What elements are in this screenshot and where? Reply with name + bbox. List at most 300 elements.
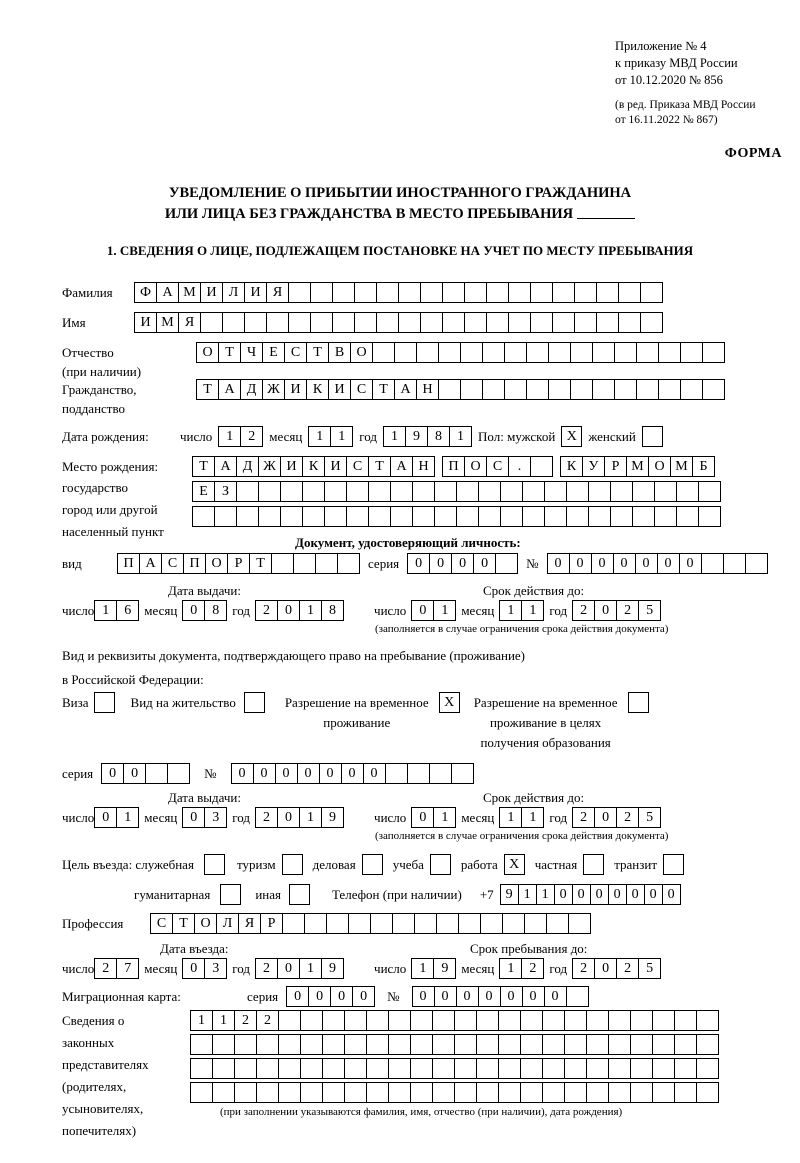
cell[interactable]: 1 <box>190 1010 213 1031</box>
cell[interactable] <box>344 1034 367 1055</box>
cell[interactable] <box>526 379 549 400</box>
cell[interactable]: Т <box>372 379 395 400</box>
cell[interactable]: С <box>161 553 184 574</box>
cell[interactable] <box>212 1082 235 1103</box>
cell[interactable] <box>636 342 659 363</box>
cell[interactable]: 1 <box>383 426 406 447</box>
cell[interactable]: 1 <box>449 426 472 447</box>
cell[interactable]: 0 <box>363 763 386 784</box>
cell[interactable]: . <box>508 456 531 477</box>
cell[interactable] <box>451 763 474 784</box>
cell[interactable] <box>478 506 501 527</box>
cell[interactable]: 0 <box>635 553 658 574</box>
cell[interactable] <box>376 312 399 333</box>
cell[interactable]: 0 <box>626 884 645 905</box>
stay-doc-series-cells[interactable] <box>101 763 190 784</box>
cell[interactable] <box>552 312 575 333</box>
cell[interactable]: 0 <box>277 807 300 828</box>
cell[interactable]: С <box>350 379 373 400</box>
representatives-line-4-cells[interactable] <box>190 1082 719 1103</box>
cell[interactable]: 2 <box>255 958 278 979</box>
cell[interactable] <box>398 312 421 333</box>
cell[interactable]: 1 <box>308 426 331 447</box>
cell[interactable] <box>546 913 569 934</box>
id-doc-kind-cells[interactable] <box>117 553 360 574</box>
cell[interactable]: 0 <box>411 807 434 828</box>
cell[interactable] <box>190 1082 213 1103</box>
cell[interactable]: 0 <box>182 807 205 828</box>
cell[interactable]: А <box>214 456 237 477</box>
cell[interactable] <box>526 342 549 363</box>
cell[interactable]: 0 <box>352 986 375 1007</box>
purpose-private-checkbox[interactable] <box>583 854 604 875</box>
cell[interactable] <box>592 342 615 363</box>
cell[interactable] <box>596 312 619 333</box>
cell[interactable] <box>702 342 725 363</box>
cell[interactable] <box>412 506 435 527</box>
cell[interactable]: 2 <box>616 600 639 621</box>
cell[interactable] <box>368 506 391 527</box>
cell[interactable]: 0 <box>123 763 146 784</box>
cell[interactable] <box>310 312 333 333</box>
cell[interactable] <box>608 1058 631 1079</box>
representatives-line-3-cells[interactable] <box>190 1058 719 1079</box>
cell[interactable]: 1 <box>218 426 241 447</box>
cell[interactable]: О <box>194 913 217 934</box>
cell[interactable] <box>310 282 333 303</box>
cell[interactable] <box>586 1082 609 1103</box>
cell[interactable]: 2 <box>616 807 639 828</box>
purpose-other-checkbox[interactable] <box>289 884 310 905</box>
cell[interactable] <box>482 379 505 400</box>
cell[interactable]: 0 <box>101 763 124 784</box>
cell[interactable] <box>236 506 259 527</box>
cell[interactable] <box>344 1058 367 1079</box>
cell[interactable]: 1 <box>433 600 456 621</box>
cell[interactable] <box>610 481 633 502</box>
cell[interactable]: 8 <box>427 426 450 447</box>
cell[interactable] <box>388 1034 411 1055</box>
cell[interactable] <box>674 1034 697 1055</box>
cell[interactable] <box>654 506 677 527</box>
cell[interactable] <box>271 553 294 574</box>
cell[interactable] <box>698 481 721 502</box>
cell[interactable] <box>630 1034 653 1055</box>
purpose-humanitarian-checkbox[interactable] <box>220 884 241 905</box>
cell[interactable]: И <box>284 379 307 400</box>
cell[interactable] <box>652 1034 675 1055</box>
cell[interactable]: К <box>560 456 583 477</box>
cell[interactable] <box>442 282 465 303</box>
cell[interactable] <box>454 1034 477 1055</box>
cell[interactable]: З <box>214 481 237 502</box>
birth-place-line2-cells[interactable] <box>192 481 721 502</box>
cell[interactable]: Ф <box>134 282 157 303</box>
cell[interactable] <box>398 282 421 303</box>
cell[interactable]: 0 <box>644 884 663 905</box>
cell[interactable] <box>368 481 391 502</box>
cell[interactable] <box>346 481 369 502</box>
cell[interactable] <box>652 1058 675 1079</box>
cell[interactable]: Б <box>692 456 715 477</box>
phone-cells[interactable] <box>500 884 681 905</box>
stay-doc-valid-month-cells[interactable] <box>499 807 544 828</box>
cell[interactable]: 0 <box>277 600 300 621</box>
cell[interactable]: 0 <box>594 600 617 621</box>
cell[interactable]: Д <box>236 456 259 477</box>
cell[interactable] <box>544 506 567 527</box>
cell[interactable]: 2 <box>572 600 595 621</box>
cell[interactable] <box>608 1082 631 1103</box>
cell[interactable] <box>324 506 347 527</box>
entry-year-cells[interactable] <box>255 958 344 979</box>
cell[interactable] <box>414 913 437 934</box>
cell[interactable] <box>429 763 452 784</box>
cell[interactable] <box>390 506 413 527</box>
cell[interactable]: Ж <box>262 379 285 400</box>
cell[interactable]: 2 <box>255 807 278 828</box>
cell[interactable]: 0 <box>522 986 545 1007</box>
cell[interactable]: 1 <box>521 600 544 621</box>
cell[interactable] <box>658 379 681 400</box>
cell[interactable] <box>522 506 545 527</box>
cell[interactable] <box>632 506 655 527</box>
cell[interactable] <box>702 379 725 400</box>
temp-residence-checkbox[interactable]: X <box>439 692 460 713</box>
id-doc-issue-month-cells[interactable] <box>182 600 227 621</box>
id-doc-issue-year-cells[interactable] <box>255 600 344 621</box>
cell[interactable] <box>385 763 408 784</box>
cell[interactable]: 0 <box>594 958 617 979</box>
cell[interactable]: Т <box>306 342 329 363</box>
cell[interactable]: О <box>464 456 487 477</box>
purpose-business-checkbox[interactable] <box>362 854 383 875</box>
stay-doc-issue-day-cells[interactable] <box>94 807 139 828</box>
purpose-work-checkbox[interactable]: X <box>504 854 525 875</box>
migration-card-series-cells[interactable] <box>286 986 375 1007</box>
cell[interactable] <box>588 506 611 527</box>
cell[interactable] <box>410 1034 433 1055</box>
purpose-service-checkbox[interactable] <box>204 854 225 875</box>
cell[interactable] <box>544 481 567 502</box>
purpose-tourism-checkbox[interactable] <box>282 854 303 875</box>
cell[interactable]: С <box>486 456 509 477</box>
cell[interactable] <box>495 553 518 574</box>
cell[interactable]: Т <box>218 342 241 363</box>
cell[interactable]: 0 <box>94 807 117 828</box>
cell[interactable] <box>570 379 593 400</box>
cell[interactable]: 5 <box>638 807 661 828</box>
stay-doc-issue-year-cells[interactable] <box>255 807 344 828</box>
cell[interactable]: 0 <box>544 986 567 1007</box>
cell[interactable] <box>354 282 377 303</box>
cell[interactable] <box>278 1058 301 1079</box>
cell[interactable]: 0 <box>473 553 496 574</box>
cell[interactable] <box>476 1058 499 1079</box>
name-cells[interactable] <box>134 312 663 333</box>
cell[interactable] <box>564 1058 587 1079</box>
cell[interactable] <box>520 1034 543 1055</box>
cell[interactable] <box>542 1082 565 1103</box>
cell[interactable] <box>586 1034 609 1055</box>
cell[interactable]: 0 <box>277 958 300 979</box>
cell[interactable] <box>280 481 303 502</box>
cell[interactable] <box>407 763 430 784</box>
cell[interactable] <box>630 1082 653 1103</box>
sex-male-checkbox[interactable]: X <box>561 426 582 447</box>
id-doc-series-cells[interactable] <box>407 553 518 574</box>
cell[interactable] <box>454 1082 477 1103</box>
cell[interactable]: 0 <box>411 600 434 621</box>
cell[interactable] <box>630 1058 653 1079</box>
cell[interactable]: 0 <box>547 553 570 574</box>
cell[interactable] <box>192 506 215 527</box>
cell[interactable] <box>454 1058 477 1079</box>
cell[interactable] <box>337 553 360 574</box>
cell[interactable] <box>460 342 483 363</box>
cell[interactable] <box>476 1034 499 1055</box>
cell[interactable]: 1 <box>433 807 456 828</box>
cell[interactable] <box>636 379 659 400</box>
cell[interactable] <box>498 1010 521 1031</box>
id-doc-valid-day-cells[interactable] <box>411 600 456 621</box>
cell[interactable] <box>432 1082 455 1103</box>
cell[interactable] <box>508 312 531 333</box>
entry-day-cells[interactable] <box>94 958 139 979</box>
cell[interactable] <box>680 379 703 400</box>
cell[interactable] <box>498 1034 521 1055</box>
cell[interactable] <box>696 1058 719 1079</box>
cell[interactable] <box>167 763 190 784</box>
cell[interactable] <box>456 481 479 502</box>
cell[interactable] <box>530 456 553 477</box>
cell[interactable]: 2 <box>256 1010 279 1031</box>
stay-until-day-cells[interactable] <box>411 958 456 979</box>
representatives-line-2-cells[interactable] <box>190 1034 719 1055</box>
cell[interactable] <box>674 1010 697 1031</box>
cell[interactable]: О <box>648 456 671 477</box>
cell[interactable] <box>145 763 168 784</box>
cell[interactable] <box>498 1058 521 1079</box>
cell[interactable] <box>504 342 527 363</box>
cell[interactable] <box>344 1082 367 1103</box>
cell[interactable]: П <box>442 456 465 477</box>
cell[interactable]: 2 <box>255 600 278 621</box>
cell[interactable] <box>564 1010 587 1031</box>
cell[interactable] <box>618 282 641 303</box>
cell[interactable] <box>432 1058 455 1079</box>
cell[interactable] <box>244 312 267 333</box>
cell[interactable]: 0 <box>554 884 573 905</box>
cell[interactable]: 1 <box>299 958 322 979</box>
stay-until-year-cells[interactable] <box>572 958 661 979</box>
cell[interactable] <box>520 1082 543 1103</box>
cell[interactable]: Л <box>216 913 239 934</box>
cell[interactable] <box>476 1010 499 1031</box>
birth-place-line3-cells[interactable] <box>192 506 721 527</box>
cell[interactable] <box>234 1082 257 1103</box>
cell[interactable] <box>390 481 413 502</box>
cell[interactable] <box>412 481 435 502</box>
cell[interactable] <box>566 986 589 1007</box>
cell[interactable]: С <box>284 342 307 363</box>
cell[interactable]: 0 <box>407 553 430 574</box>
cell[interactable]: 1 <box>411 958 434 979</box>
cell[interactable]: 0 <box>591 553 614 574</box>
id-doc-number-cells[interactable] <box>547 553 768 574</box>
cell[interactable] <box>701 553 724 574</box>
cell[interactable]: А <box>139 553 162 574</box>
cell[interactable] <box>500 481 523 502</box>
cell[interactable]: 3 <box>204 807 227 828</box>
cell[interactable]: П <box>183 553 206 574</box>
cell[interactable]: 1 <box>299 807 322 828</box>
cell[interactable] <box>388 1010 411 1031</box>
cell[interactable] <box>454 1010 477 1031</box>
cell[interactable]: 1 <box>212 1010 235 1031</box>
cell[interactable]: Т <box>249 553 272 574</box>
cell[interactable] <box>372 342 395 363</box>
cell[interactable] <box>432 1034 455 1055</box>
cell[interactable] <box>574 282 597 303</box>
cell[interactable]: А <box>218 379 241 400</box>
cell[interactable] <box>234 1034 257 1055</box>
cell[interactable] <box>388 1082 411 1103</box>
cell[interactable]: Д <box>240 379 263 400</box>
cell[interactable] <box>520 1010 543 1031</box>
cell[interactable] <box>696 1010 719 1031</box>
cell[interactable] <box>278 1082 301 1103</box>
cell[interactable]: 1 <box>330 426 353 447</box>
cell[interactable] <box>570 342 593 363</box>
cell[interactable] <box>478 481 501 502</box>
cell[interactable] <box>354 312 377 333</box>
cell[interactable] <box>723 553 746 574</box>
cell[interactable]: 2 <box>521 958 544 979</box>
cell[interactable]: Р <box>260 913 283 934</box>
cell[interactable] <box>288 312 311 333</box>
cell[interactable]: 0 <box>594 807 617 828</box>
cell[interactable] <box>436 913 459 934</box>
cell[interactable]: 1 <box>116 807 139 828</box>
cell[interactable] <box>256 1034 279 1055</box>
cell[interactable]: 0 <box>657 553 680 574</box>
cell[interactable]: 9 <box>433 958 456 979</box>
cell[interactable] <box>676 481 699 502</box>
cell[interactable]: 0 <box>412 986 435 1007</box>
cell[interactable] <box>304 913 327 934</box>
cell[interactable]: 1 <box>299 600 322 621</box>
cell[interactable] <box>370 913 393 934</box>
cell[interactable]: К <box>306 379 329 400</box>
cell[interactable] <box>442 312 465 333</box>
cell[interactable] <box>438 379 461 400</box>
cell[interactable] <box>366 1010 389 1031</box>
cell[interactable] <box>366 1034 389 1055</box>
cell[interactable]: 0 <box>456 986 479 1007</box>
cell[interactable]: О <box>350 342 373 363</box>
cell[interactable] <box>568 913 591 934</box>
cell[interactable] <box>222 312 245 333</box>
cell[interactable]: 2 <box>572 807 595 828</box>
id-doc-issue-day-cells[interactable] <box>94 600 139 621</box>
cell[interactable] <box>476 1082 499 1103</box>
cell[interactable]: Н <box>416 379 439 400</box>
cell[interactable]: О <box>196 342 219 363</box>
cell[interactable] <box>530 312 553 333</box>
cell[interactable]: 9 <box>500 884 519 905</box>
cell[interactable]: 9 <box>321 807 344 828</box>
id-doc-valid-month-cells[interactable] <box>499 600 544 621</box>
cell[interactable] <box>608 1034 631 1055</box>
cell[interactable] <box>256 1082 279 1103</box>
surname-cells[interactable] <box>134 282 663 303</box>
cell[interactable] <box>696 1034 719 1055</box>
cell[interactable] <box>486 282 509 303</box>
cell[interactable]: 0 <box>569 553 592 574</box>
cell[interactable] <box>300 1010 323 1031</box>
cell[interactable] <box>190 1058 213 1079</box>
cell[interactable] <box>592 379 615 400</box>
cell[interactable] <box>234 1058 257 1079</box>
cell[interactable] <box>610 506 633 527</box>
cell[interactable] <box>500 506 523 527</box>
cell[interactable]: 2 <box>94 958 117 979</box>
cell[interactable]: 0 <box>275 763 298 784</box>
cell[interactable] <box>434 481 457 502</box>
cell[interactable] <box>508 282 531 303</box>
cell[interactable]: С <box>346 456 369 477</box>
cell[interactable] <box>420 282 443 303</box>
birth-year-cells[interactable] <box>383 426 472 447</box>
cell[interactable] <box>212 1058 235 1079</box>
cell[interactable]: 1 <box>499 807 522 828</box>
stay-until-month-cells[interactable] <box>499 958 544 979</box>
cell[interactable] <box>630 1010 653 1031</box>
cell[interactable]: 0 <box>451 553 474 574</box>
cell[interactable]: А <box>394 379 417 400</box>
cell[interactable]: 5 <box>638 600 661 621</box>
birth-month-cells[interactable] <box>308 426 353 447</box>
cell[interactable] <box>566 506 589 527</box>
cell[interactable]: О <box>205 553 228 574</box>
cell[interactable]: 0 <box>613 553 636 574</box>
cell[interactable] <box>288 282 311 303</box>
cell[interactable] <box>258 506 281 527</box>
cell[interactable] <box>366 1082 389 1103</box>
cell[interactable] <box>504 379 527 400</box>
cell[interactable] <box>322 1034 345 1055</box>
cell[interactable] <box>564 1034 587 1055</box>
cell[interactable] <box>438 342 461 363</box>
cell[interactable]: А <box>390 456 413 477</box>
cell[interactable]: 2 <box>240 426 263 447</box>
cell[interactable]: 1 <box>518 884 537 905</box>
purpose-transit-checkbox[interactable] <box>663 854 684 875</box>
cell[interactable] <box>214 506 237 527</box>
cell[interactable] <box>278 1034 301 1055</box>
cell[interactable] <box>236 481 259 502</box>
cell[interactable]: А <box>156 282 179 303</box>
id-doc-valid-year-cells[interactable] <box>572 600 661 621</box>
cell[interactable] <box>293 553 316 574</box>
stay-doc-issue-month-cells[interactable] <box>182 807 227 828</box>
cell[interactable]: Ч <box>240 342 263 363</box>
cell[interactable]: 0 <box>429 553 452 574</box>
cell[interactable]: 0 <box>590 884 609 905</box>
cell[interactable] <box>530 282 553 303</box>
migration-card-number-cells[interactable] <box>412 986 589 1007</box>
